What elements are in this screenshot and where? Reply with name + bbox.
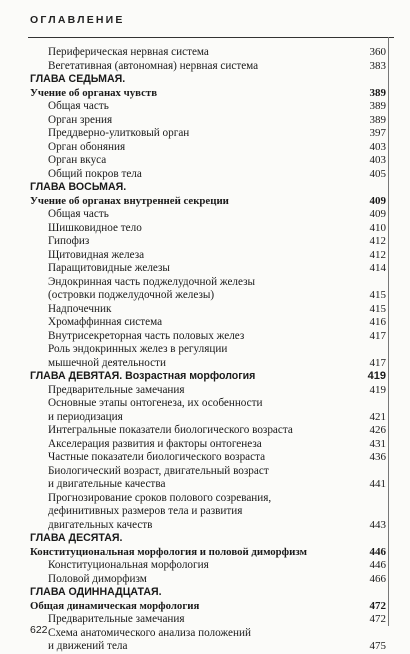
toc-entry-title: Общая часть <box>48 100 109 112</box>
toc-entry-title: ГЛАВА ДЕВЯТАЯ. Возрастная морфология <box>30 370 256 382</box>
toc-entry-title: Роль эндокринных желез в регуляции <box>48 343 228 355</box>
toc-entry-chapter[interactable] <box>30 532 386 546</box>
toc-entry-sub[interactable] <box>30 303 386 317</box>
toc-entry-page: 403 <box>369 140 386 153</box>
toc-entry-sub[interactable] <box>30 438 386 452</box>
toc-entry-sub[interactable] <box>30 573 386 587</box>
toc-entry-page: 446 <box>369 545 386 558</box>
toc-entry-page: 472 <box>369 599 386 612</box>
toc-entry-page: 410 <box>369 221 386 234</box>
toc-entry-sub[interactable] <box>30 208 386 222</box>
toc-entry-title: Общий покров тела <box>48 167 142 180</box>
toc-entry-title: Эндокринная часть поджелудочной железы <box>48 275 256 288</box>
toc-entry-title: Частные показатели биологического возраста <box>48 451 266 463</box>
header-rule <box>28 37 394 38</box>
toc-entry-title: Прогнозирование сроков полового созревания, <box>48 491 272 504</box>
toc-entry-page: 412 <box>369 248 386 261</box>
toc-entry-title: Учение об органах чувств <box>30 86 158 99</box>
toc-entry-page: 419 <box>369 383 386 396</box>
toc-entry-page: 426 <box>369 424 386 436</box>
toc-entry-sub[interactable] <box>30 114 386 128</box>
toc-entry-title: Хромаффинная система <box>48 316 163 328</box>
toc-entry-page: 417 <box>369 356 386 369</box>
toc-entry-page: 436 <box>369 451 386 463</box>
toc-entry-page: 397 <box>369 127 386 139</box>
toc-entry-sub[interactable] <box>30 465 386 492</box>
toc-entry-chapter[interactable] <box>30 370 386 384</box>
toc-entry-sub[interactable] <box>30 100 386 114</box>
toc-entry-page: 475 <box>369 640 386 652</box>
toc-entry-page: 409 <box>369 208 386 220</box>
toc-entry-sub[interactable] <box>30 559 386 573</box>
toc-entry-title: Орган обоняния <box>48 140 126 153</box>
toc-entry-title: Основные этапы онтогенеза, их особенности <box>48 397 263 409</box>
toc-entry-title: Интегральные показатели биологического возраста <box>48 424 293 436</box>
toc-entry-page: 409 <box>369 194 386 207</box>
toc-entry-sub[interactable] <box>30 249 386 263</box>
toc-entry-sub[interactable] <box>30 276 386 303</box>
toc-entry-title: ГЛАВА СЕДЬМАЯ. <box>30 73 126 85</box>
toc-entry-title: Половой диморфизм <box>48 572 147 585</box>
toc-entry-page: 472 <box>369 613 386 625</box>
toc-entry-sub[interactable] <box>30 235 386 249</box>
toc-entry-sub[interactable] <box>30 127 386 141</box>
toc-entry-sub[interactable] <box>30 424 386 438</box>
toc-entry-page: 412 <box>369 235 386 247</box>
toc-entry-page: 416 <box>369 316 386 328</box>
toc-entry-title: Щитовидная железа <box>48 248 145 261</box>
toc-entry-sub[interactable] <box>30 46 386 60</box>
toc-entry-page: 414 <box>369 262 386 274</box>
toc-entry-section[interactable] <box>30 87 386 101</box>
toc-entry-sub[interactable] <box>30 397 386 424</box>
toc-entry-section[interactable] <box>30 195 386 209</box>
toc-entry-page: 383 <box>369 59 386 72</box>
toc-entry-page: 389 <box>369 113 386 126</box>
toc-entry-title: Предварительные замечания <box>48 613 185 625</box>
toc-entry-title: Паращитовидные железы <box>48 262 170 274</box>
toc-entry-title: Учение об органах внутренней секреции <box>30 194 229 207</box>
toc-entry-chapter[interactable] <box>30 181 386 195</box>
toc-entry-sub[interactable] <box>30 316 386 330</box>
margin-rule <box>388 37 389 626</box>
toc-entry-title: (островки поджелудочной железы) <box>48 289 215 301</box>
toc-entry-title: Гипофиз <box>48 235 90 247</box>
toc-entry-title: Общая динамическая морфология <box>30 599 200 612</box>
toc-entry-sub[interactable] <box>30 141 386 155</box>
toc-entry-title: и двигательные качества <box>48 478 166 490</box>
running-header: ОГЛАВЛЕНИЕ <box>30 14 125 26</box>
toc-entry-sub[interactable] <box>30 262 386 276</box>
toc-entry-title: Общая часть <box>48 208 109 220</box>
toc-entry-sub[interactable] <box>30 222 386 236</box>
toc-entry-sub[interactable] <box>30 330 386 344</box>
toc-entry-title: Орган вкуса <box>48 154 107 166</box>
toc-entry-sub[interactable] <box>30 492 386 533</box>
toc-entry-page: 415 <box>369 289 386 301</box>
toc-entry-sub[interactable] <box>30 343 386 370</box>
toc-entry-chapter[interactable] <box>30 586 386 600</box>
toc-entry-page: 421 <box>369 410 386 423</box>
toc-entry-sub[interactable] <box>30 613 386 627</box>
toc-entry-page: 417 <box>369 329 386 342</box>
toc-entry-title: ГЛАВА ОДИННАДЦАТАЯ. <box>30 586 162 598</box>
toc-entry-title: Преддверно-улитковый орган <box>48 127 190 139</box>
toc-entry-title: Вегетативная (автономная) нервная система <box>48 59 259 72</box>
toc-entry-page: 405 <box>369 167 386 180</box>
toc-entry-sub[interactable] <box>30 168 386 182</box>
toc-entry-title: Предварительные замечания <box>48 383 185 396</box>
toc-entry-sub[interactable] <box>30 451 386 465</box>
toc-entry-page: 446 <box>369 559 386 571</box>
toc-entry-title: и периодизация <box>48 410 123 423</box>
toc-entry-title: Конституциональная морфология и половой диморфизм <box>30 545 307 558</box>
toc-entry-title: Биологический возраст, двигательный возраст <box>48 464 269 477</box>
toc-entry-page: 431 <box>369 437 386 450</box>
toc-entry-page: 443 <box>369 518 386 531</box>
toc-entry-sub[interactable] <box>30 627 386 654</box>
toc-entry-title: Внутрисекреторная часть половых желез <box>48 329 245 342</box>
toc-entry-page: 389 <box>369 86 386 99</box>
toc-entry-sub[interactable] <box>30 384 386 398</box>
toc-entry-title: ГЛАВА ВОСЬМАЯ. <box>30 181 127 193</box>
toc-entry-title: Конституциональная морфология <box>48 559 209 571</box>
toc-entry-title: ГЛАВА ДЕСЯТАЯ. <box>30 532 123 544</box>
toc-entry-title: двигательных качеств <box>48 518 153 531</box>
toc-entry-title: мышечной деятельности <box>48 356 166 369</box>
toc-entry-page: 419 <box>367 370 386 382</box>
toc-entry-title: дефинитивных размеров тела и развития <box>48 505 243 517</box>
toc-entry-section[interactable] <box>30 600 386 614</box>
toc-entry-title: Орган зрения <box>48 113 113 126</box>
toc-entry-title: Периферическая нервная система <box>48 46 209 58</box>
toc-entry-page: 403 <box>369 154 386 166</box>
table-of-contents <box>30 46 386 654</box>
toc-entry-title: Схема анатомического анализа положений <box>48 626 251 639</box>
toc-entry-title: Акселерация развития и факторы онтогенеза <box>48 437 262 450</box>
page-number: 622 <box>30 624 48 636</box>
toc-entry-title: Надпочечник <box>48 302 112 315</box>
toc-entry-sub[interactable] <box>30 60 386 74</box>
toc-entry-title: Шишковидное тело <box>48 221 142 234</box>
toc-entry-page: 360 <box>369 46 386 58</box>
toc-entry-title: и движений тела <box>48 640 128 652</box>
toc-entry-sub[interactable] <box>30 154 386 168</box>
toc-entry-page: 415 <box>369 302 386 315</box>
toc-entry-page: 389 <box>369 100 386 112</box>
toc-entry-page: 441 <box>369 478 386 490</box>
toc-entry-section[interactable] <box>30 546 386 560</box>
toc-entry-chapter[interactable] <box>30 73 386 87</box>
toc-entry-page: 466 <box>369 572 386 585</box>
